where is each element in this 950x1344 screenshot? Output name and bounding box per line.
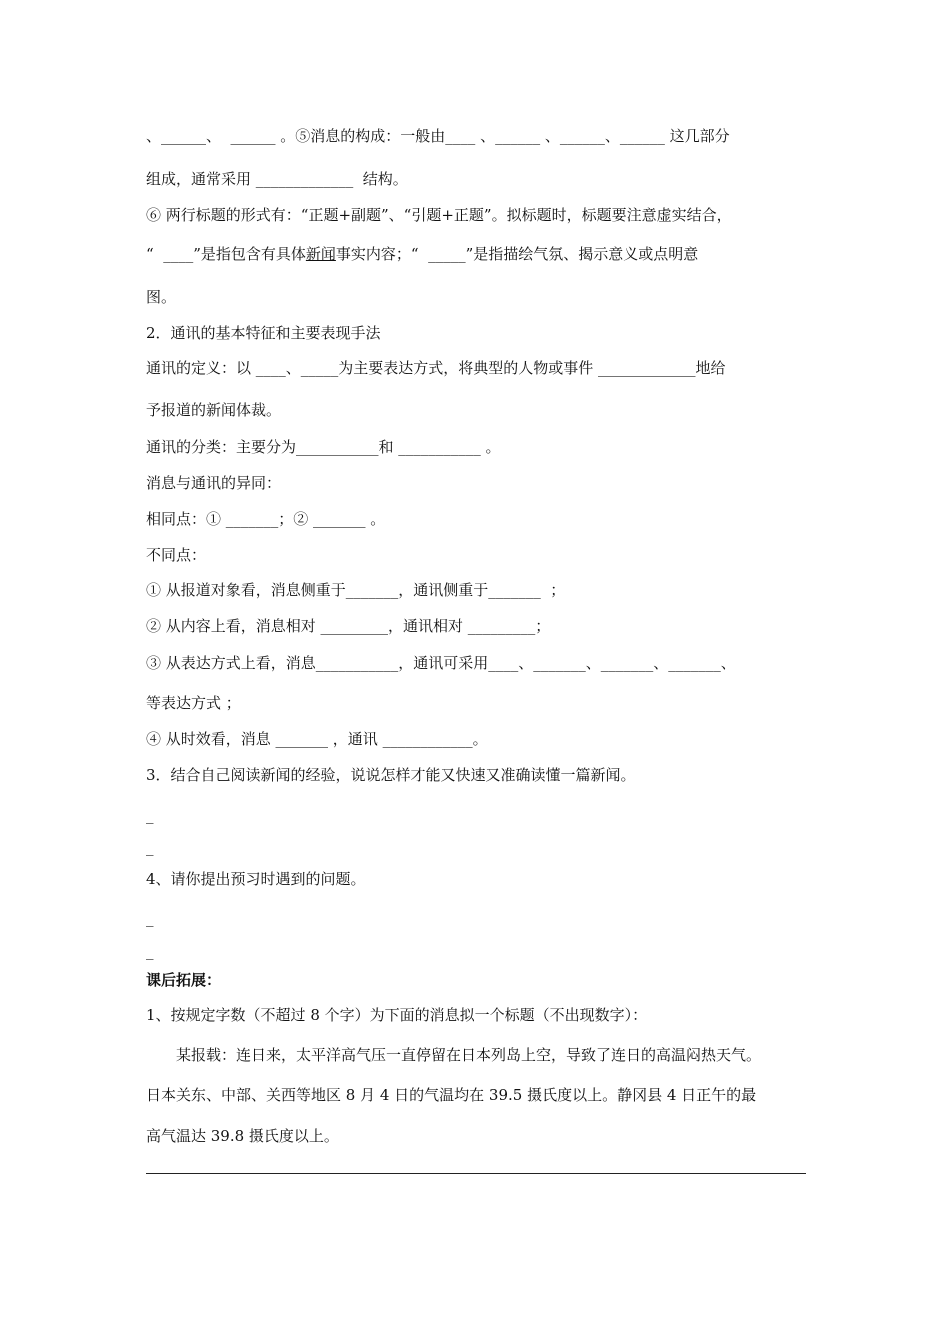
text-line: 予报道的新闻体裁。 xyxy=(146,401,282,419)
fill-line-difference-1: ① 从报道对象看，消息侧重于_______，通讯侧重于_______ ； xyxy=(146,581,566,599)
answer-blank: _ xyxy=(146,838,154,856)
answer-blank: _ xyxy=(146,942,154,960)
answer-blank: _ xyxy=(146,806,154,824)
fill-line-message-structure: 、______、 ______ 。⑤消息的构成：一般由____ 、______ 、______、______ 这几部分 xyxy=(146,127,730,145)
question-3: 3．结合自己阅读新闻的经验，说说怎样才能又快速又准确读懂一篇新闻。 xyxy=(146,766,636,784)
question-4: 4、请你提出预习时遇到的问题。 xyxy=(146,870,366,888)
answer-rule xyxy=(146,1173,806,1174)
fill-line-structure-type: 组成，通常采用 _____________ 结构。 xyxy=(146,170,408,188)
text-segment: “ ____”是指包含有具体 xyxy=(146,245,306,263)
fill-line-difference-3: ③ 从表达方式上看，消息___________，通讯可采用____、_______、_______、_______、 xyxy=(146,654,736,672)
underlined-word: 新闻 xyxy=(305,245,336,263)
news-paragraph-line: 日本关东、中部、关西等地区 8 月 4 日的气温均在 39.5 摄氏度以上。静冈县 4 日正午的最 xyxy=(146,1086,757,1104)
fill-line-difference-4: ④ 从时效看，消息 _______ ，通讯 ____________。 xyxy=(146,730,488,748)
news-paragraph: 某报载：连日来，太平洋高气压一直停留在日本列岛上空，导致了连日的高温闷热天气。 xyxy=(176,1046,762,1064)
news-paragraph-line: 高气温达 39.8 摄氏度以上。 xyxy=(146,1127,339,1145)
fill-line-tongxun-definition: 通讯的定义：以 ____、_____为主要表达方式，将典型的人物或事件 _____________地给 xyxy=(146,359,726,377)
text-line-differences: 不同点： xyxy=(146,546,207,564)
exercise-1-prompt: 1、按规定字数（不超过 8 个字）为下面的消息拟一个标题（不出现数字）： xyxy=(146,1006,648,1024)
text-segment: 事实内容；“ _____”是指描绘气氛、揭示意义或点明意 xyxy=(335,245,699,263)
fill-line-similarities: 相同点：① _______；② _______ 。 xyxy=(146,510,386,528)
section-heading-tongxun: 2．通讯的基本特征和主要表现手法 xyxy=(146,324,381,342)
text-line-comparison: 消息与通讯的异同： xyxy=(146,474,282,492)
answer-blank: _ xyxy=(146,909,154,927)
text-line: 等表达方式 ； xyxy=(146,694,241,712)
text-line: 图。 xyxy=(146,288,177,306)
text-line-title-forms: ⑥ 两行标题的形式有：“正题+副题”、“引题+正题”。拟标题时，标题要注意虚实结合， xyxy=(146,206,732,224)
fill-line-tongxun-types: 通讯的分类：主要分为___________和 ___________ 。 xyxy=(146,438,501,456)
fill-line-difference-2: ② 从内容上看，消息相对 _________，通讯相对 _________； xyxy=(146,617,551,635)
section-heading-extension: 课后拓展： xyxy=(146,971,222,989)
fill-line-title-virtual-real xyxy=(146,244,698,264)
